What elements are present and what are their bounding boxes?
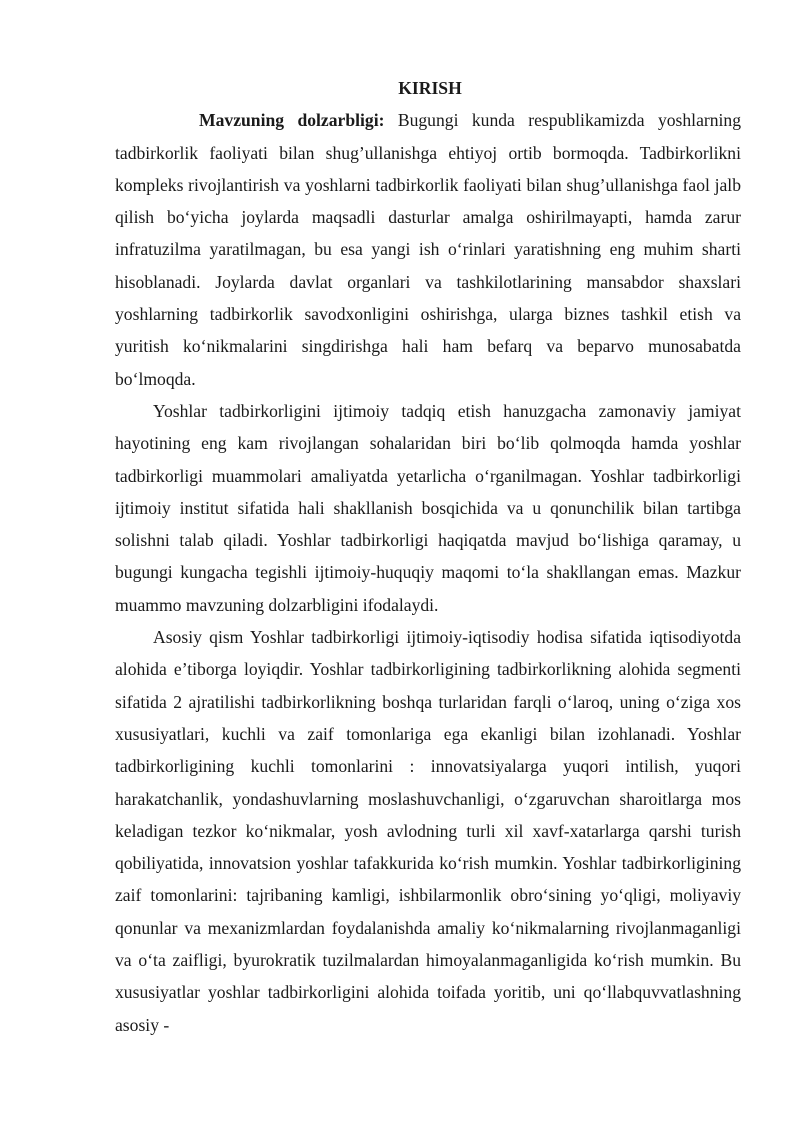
paragraph-relevance bbox=[115, 104, 741, 395]
paragraph-research: Yoshlar tadbirkorligini ijtimoiy tadqiq etish hanuzgacha zamonaviy jamiyat hayotining eng kam rivojlangan sohalaridan biri bo‘lib qolmoqda hamda yoshlar tadbirkorligi muammolari amaliyatda yetarlicha o‘rganilmagan. Yoshlar tadbirkorligi ijtimoiy institut sifatida hali shakllanish bosqichida va u qonunchilik bilan tartibga solishni talab qiladi. Yoshlar tadbirkorligi haqiqatda mavjud bo‘lishiga qaramay, u bugungi kungacha tegishli ijtimoiy-huquqiy maqomi to‘la shakllangan emas. Mazkur muammo mavzuning dolzarbligini ifodalaydi. bbox=[115, 400, 741, 615]
document-body bbox=[115, 72, 741, 1041]
paragraph-text: Bugungi kunda respublikamizda yoshlarning tadbirkorlik faoliyati bilan shug’ullanishga ehtiyoj ortib bormoqda. Tadbirkorlikni kompleks rivojlantirish va yoshlarni tadbirkorlik faoliyati bilan shug’ullanishga faol jalb qilish bo‘yicha joylarda maqsadli dasturlar amalga oshirilmayapti, hamda zarur infratuzilma yaratilmagan, bu esa yangi ish o‘rinlari yaratishning eng muhim sharti hisoblanadi. Joylarda davlat organlari va tashkilotlarining mansabdor shaxslari yoshlarning tadbirkorlik savodxonligini oshirishga, ularga biznes tashkil etish va yuritish ko‘nikmalarini singdirishga hali ham befarq va beparvo munosabatda bo‘lmoqda. bbox=[115, 110, 742, 389]
section-heading: KIRISH bbox=[398, 78, 462, 98]
paragraph-lead: Mavzuning dolzarbligi: bbox=[199, 110, 385, 131]
paragraph-main-part: Asosiy qism Yoshlar tadbirkorligi ijtimoiy-iqtisodiy hodisa sifatida iqtisodiyotda alohida e’tiborga loyiqdir. Yoshlar tadbirkorligining tadbirkorlikning alohida segmenti sifatida 2 ajratilishi tadbirkorlikning boshqa turlaridan farqli o‘laroq, uning o‘ziga xos xususiyatlari, kuchli va zaif tomonlariga ega ekanligi bilan izohlanadi. Yoshlar tadbirkorligining kuchli tomonlarini : innovatsiyalarga yuqori intilish, yuqori harakatchanlik, yondashuvlarning moslashuvchanligi, o‘zgaruvchan sharoitlarga mos keladigan tezkor ko‘nikmalar, yosh avlodning turli xil xavf-xatarlarga qarshi turish qobiliyatida, innovatsion yoshlar tafakkurida ko‘rish mumkin. Yoshlar tadbirkorligining zaif tomonlarini: tajribaning kamligi, ishbilarmonlik obro‘sining yo‘qligi, moliyaviy qonunlar va mexanizmlardan foydalanishda amaliy ko‘nikmalarning rivojlanmaganligi va o‘ta zaifligi, byurokratik tuzilmalardan himoyalanmaganligida ko‘rish mumkin. Bu xususiyatlar yoshlar tadbirkorligini alohida toifada yoritib, uni qo‘llabquvvatlashning asosiy - bbox=[115, 627, 741, 1035]
